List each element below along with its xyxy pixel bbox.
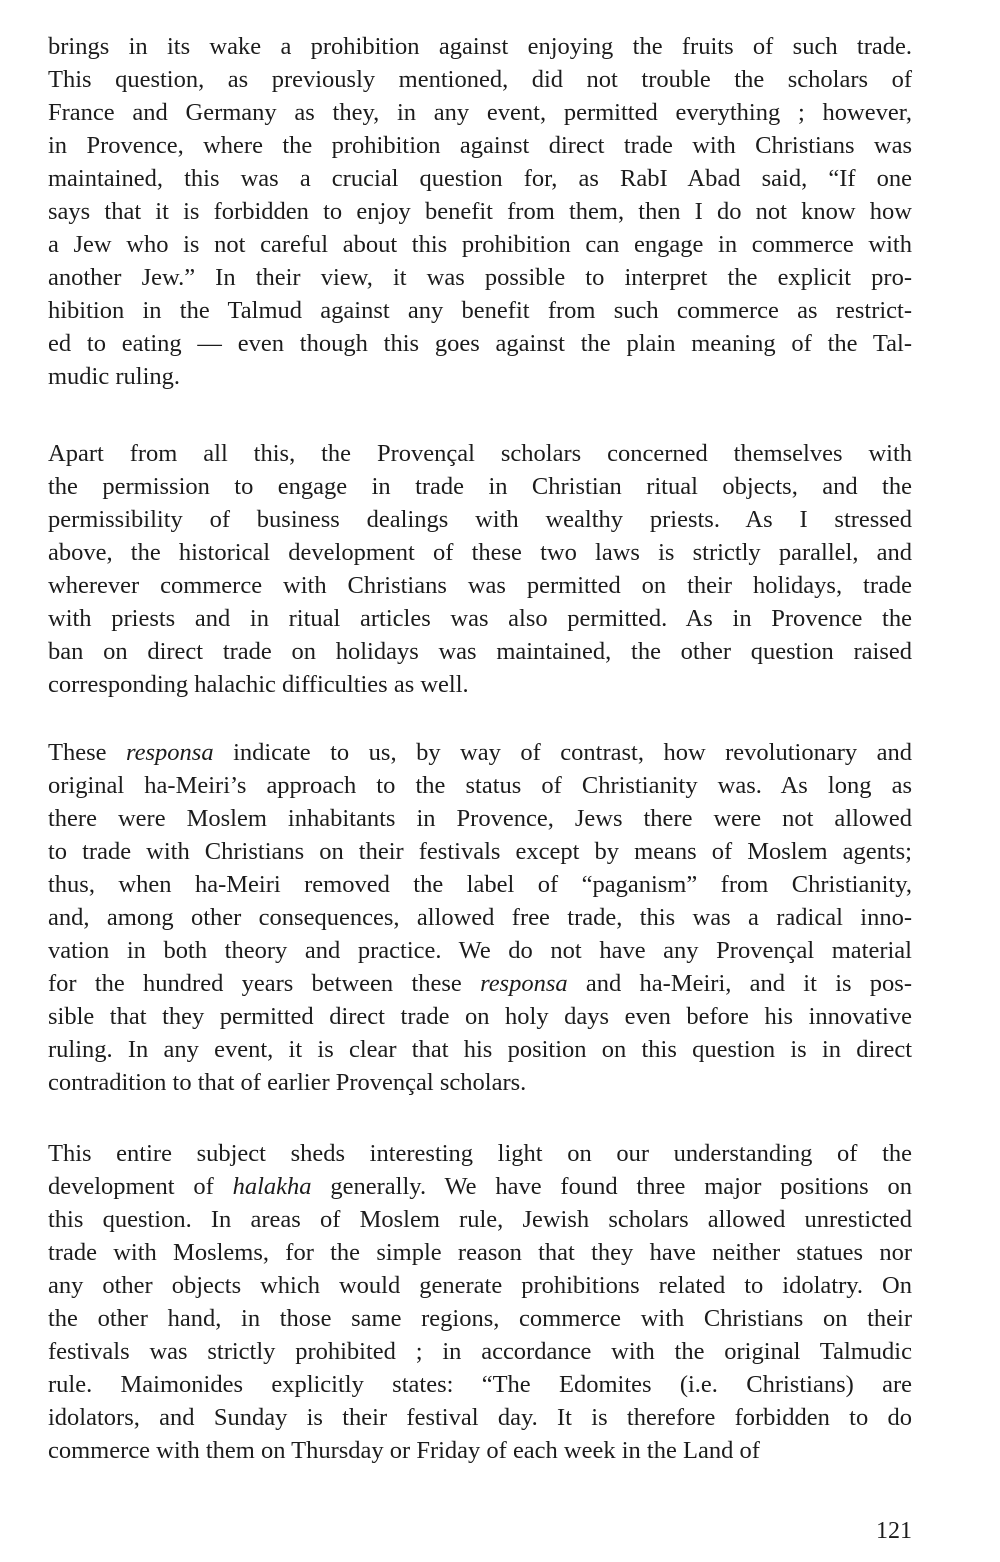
- text-line: wherever commerce with Christians was permitted on their holidays, trade: [48, 572, 912, 599]
- text-line: any other objects which would generate prohibitions related to idolatry. On: [48, 1272, 912, 1299]
- text-line: brings in its wake a prohibition against enjoying the fruits of such trade.: [48, 33, 912, 60]
- paragraph-2: [48, 437, 912, 701]
- text-line: the other hand, in those same regions, commerce with Christians on their: [48, 1305, 912, 1332]
- text-line: another Jew.” In their view, it was possible to interpret the explicit pro-: [48, 264, 912, 291]
- text-line: vation in both theory and practice. We do not have any Provençal material: [48, 937, 912, 964]
- text-line: with priests and in ritual articles was also permitted. As in Provence the: [48, 605, 912, 632]
- text-line: this question. In areas of Moslem rule, Jewish scholars allowed unresticted: [48, 1206, 912, 1233]
- text-line: commerce with them on Thursday or Friday of each week in the Land of: [48, 1437, 760, 1464]
- text-line: France and Germany as they, in any event, permitted everything ; however,: [48, 99, 912, 126]
- text-line: rule. Maimonides explicitly states: “The Edomites (i.e. Christians) are: [48, 1371, 912, 1398]
- text-line: thus, when ha-Meiri removed the label of “paganism” from Christianity,: [48, 871, 912, 898]
- text-line: [48, 1170, 912, 1203]
- text-line: ruling. In any event, it is clear that his position on this question is in direct: [48, 1036, 912, 1063]
- text-line: to trade with Christians on their festivals except by means of Moslem agents;: [48, 838, 912, 865]
- text-line: in Provence, where the prohibition against direct trade with Christians was: [48, 132, 912, 159]
- text-line: mudic ruling.: [48, 363, 181, 390]
- text-line: Apart from all this, the Provençal scholars concerned themselves with: [48, 440, 912, 467]
- italic-term: responsa: [126, 739, 214, 766]
- text-line: contradition to that of earlier Provençal scholars.: [48, 1069, 527, 1096]
- text-line: and, among other consequences, allowed free trade, this was a radical inno-: [48, 904, 912, 931]
- text-line: festivals was strictly prohibited ; in accordance with the original Talmudic: [48, 1338, 912, 1365]
- paragraph-1: [48, 30, 912, 393]
- text-line: the permission to engage in trade in Christian ritual objects, and the: [48, 473, 912, 500]
- text-line: above, the historical development of these two laws is strictly parallel, and: [48, 539, 912, 566]
- text-line: ban on direct trade on holidays was maintained, the other question raised: [48, 638, 912, 665]
- paragraph-4: [48, 1137, 912, 1467]
- text-segment: These: [48, 739, 126, 766]
- text-line: original ha-Meiri’s approach to the status of Christianity was. As long as: [48, 772, 912, 799]
- text-line: [48, 967, 912, 1000]
- text-segment: for the hundred years between these: [48, 970, 481, 997]
- text-line: corresponding halachic difficulties as well.: [48, 671, 469, 698]
- text-line: a Jew who is not careful about this prohibition can engage in commerce with: [48, 231, 912, 258]
- text-line: idolators, and Sunday is their festival day. It is therefore forbidden to do: [48, 1404, 912, 1431]
- paragraph-3: [48, 736, 912, 1099]
- text-line: trade with Moslems, for the simple reason that they have neither statues nor: [48, 1239, 912, 1266]
- text-segment: and ha-Meiri, and it is pos-: [567, 970, 912, 997]
- text-segment: indicate to us, by way of contrast, how revolutionary and: [213, 739, 912, 766]
- text-line: This entire subject sheds interesting light on our understanding of the: [48, 1140, 912, 1167]
- text-segment: development of: [48, 1173, 233, 1200]
- italic-term: responsa: [480, 970, 568, 997]
- text-line: hibition in the Talmud against any benefit from such commerce as restrict-: [48, 297, 912, 324]
- text-line: sible that they permitted direct trade on holy days even before his innovative: [48, 1003, 912, 1030]
- text-line: says that it is forbidden to enjoy benefit from them, then I do not know how: [48, 198, 912, 225]
- text-line: [48, 736, 912, 769]
- text-line: ed to eating — even though this goes against the plain meaning of the Tal-: [48, 330, 912, 357]
- italic-term: halakha: [232, 1173, 312, 1200]
- text-line: permissibility of business dealings with wealthy priests. As I stressed: [48, 506, 912, 533]
- page-number: 121: [876, 1518, 912, 1544]
- text-segment: generally. We have found three major positions on: [311, 1173, 913, 1200]
- text-line: maintained, this was a crucial question for, as RabI Abad said, “If one: [48, 165, 912, 192]
- text-line: This question, as previously mentioned, did not trouble the scholars of: [48, 66, 912, 93]
- text-line: there were Moslem inhabitants in Provence, Jews there were not allowed: [48, 805, 912, 832]
